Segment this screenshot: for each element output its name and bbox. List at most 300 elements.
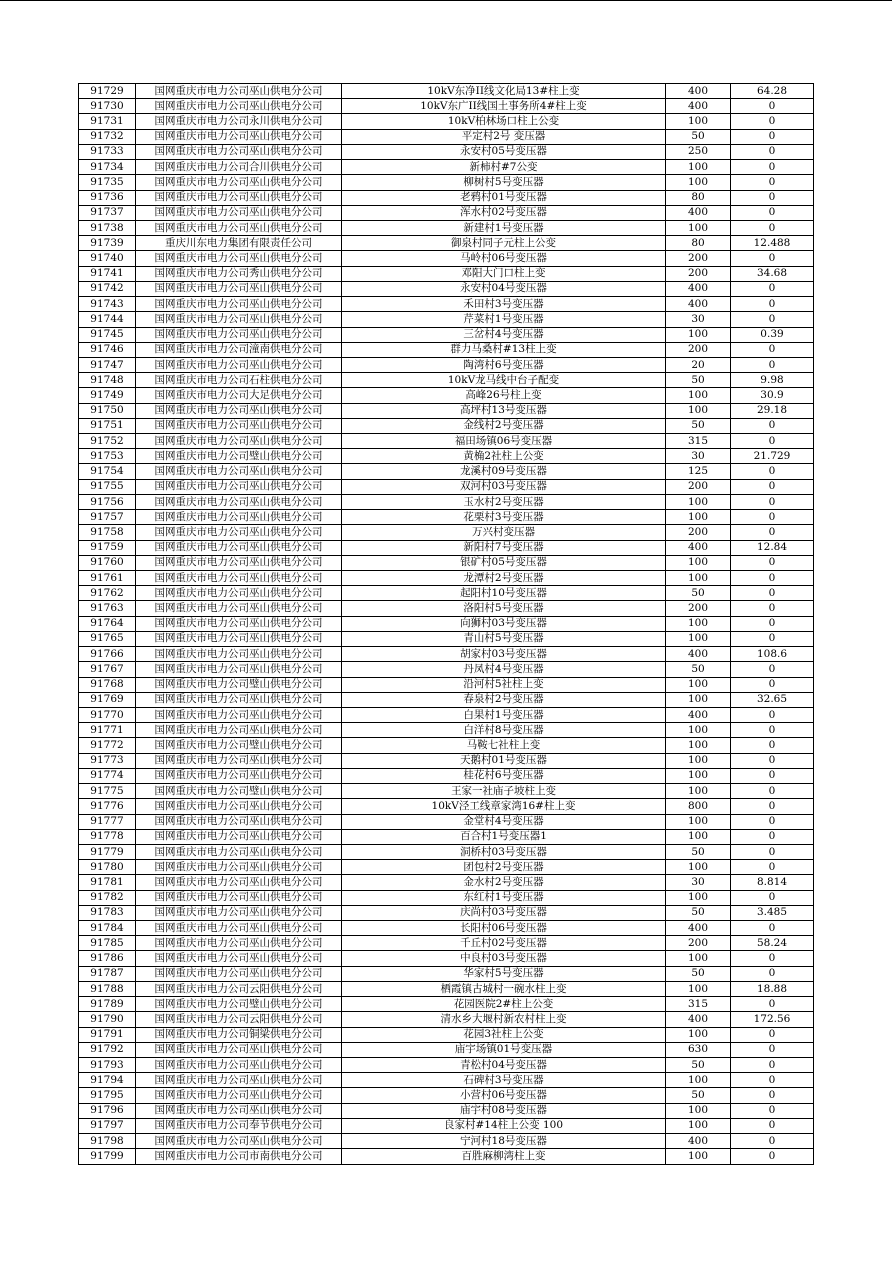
transformer-name-cell: 新柿村#7公变 — [342, 160, 666, 175]
row-id-cell: 91734 — [79, 160, 136, 175]
capacity-cell: 400 — [666, 921, 731, 936]
table-row — [79, 434, 814, 449]
transformer-name-cell: 玉水村2号变压器 — [342, 494, 666, 509]
capacity-cell: 100 — [666, 723, 731, 738]
value-cell: 0 — [731, 1103, 814, 1118]
table-row — [79, 860, 814, 875]
capacity-cell: 100 — [666, 692, 731, 707]
transformer-name-cell: 银矿村05号变压器 — [342, 555, 666, 570]
value-cell: 108.6 — [731, 647, 814, 662]
capacity-cell: 50 — [666, 129, 731, 144]
company-cell: 国网重庆市电力公司巫山供电分公司 — [136, 829, 342, 844]
capacity-cell: 100 — [666, 1149, 731, 1164]
row-id-cell: 91738 — [79, 220, 136, 235]
table-row — [79, 738, 814, 753]
transformer-name-cell: 10kV东净II线文化局13#柱上变 — [342, 84, 666, 99]
value-cell: 0.39 — [731, 327, 814, 342]
value-cell: 21.729 — [731, 449, 814, 464]
capacity-cell: 400 — [666, 281, 731, 296]
value-cell: 0 — [731, 921, 814, 936]
company-cell: 国网重庆市电力公司巫山供电分公司 — [136, 312, 342, 327]
table-row — [79, 631, 814, 646]
row-id-cell: 91787 — [79, 966, 136, 981]
capacity-cell: 100 — [666, 327, 731, 342]
capacity-cell: 100 — [666, 951, 731, 966]
table-row — [79, 1058, 814, 1073]
capacity-cell: 200 — [666, 601, 731, 616]
row-id-cell: 91754 — [79, 464, 136, 479]
transformer-name-cell: 群力马桑村#13柱上变 — [342, 342, 666, 357]
transformer-table — [78, 83, 814, 1165]
table-row — [79, 205, 814, 220]
transformer-name-cell: 马岭村06号变压器 — [342, 251, 666, 266]
company-cell: 国网重庆市电力公司巫山供电分公司 — [136, 616, 342, 631]
capacity-cell: 100 — [666, 160, 731, 175]
company-cell: 国网重庆市电力公司巫山供电分公司 — [136, 510, 342, 525]
capacity-cell: 100 — [666, 388, 731, 403]
row-id-cell: 91797 — [79, 1118, 136, 1133]
transformer-name-cell: 青山村5号变压器 — [342, 631, 666, 646]
row-id-cell: 91777 — [79, 814, 136, 829]
row-id-cell: 91749 — [79, 388, 136, 403]
transformer-name-cell: 清水乡大堰村新农村柱上变 — [342, 1012, 666, 1027]
row-id-cell: 91796 — [79, 1103, 136, 1118]
table-row — [79, 236, 814, 251]
company-cell: 国网重庆市电力公司巫山供电分公司 — [136, 418, 342, 433]
row-id-cell: 91772 — [79, 738, 136, 753]
company-cell: 国网重庆市电力公司巫山供电分公司 — [136, 175, 342, 190]
capacity-cell: 100 — [666, 890, 731, 905]
capacity-cell: 100 — [666, 784, 731, 799]
table-row — [79, 1149, 814, 1164]
value-cell: 0 — [731, 297, 814, 312]
row-id-cell: 91752 — [79, 434, 136, 449]
transformer-name-cell: 浑水村02号变压器 — [342, 205, 666, 220]
row-id-cell: 91751 — [79, 418, 136, 433]
transformer-name-cell: 黄桷2社柱上公变 — [342, 449, 666, 464]
table-row — [79, 1073, 814, 1088]
capacity-cell: 200 — [666, 251, 731, 266]
capacity-cell: 100 — [666, 1027, 731, 1042]
value-cell: 0 — [731, 1073, 814, 1088]
company-cell: 国网重庆市电力公司巫山供电分公司 — [136, 586, 342, 601]
table-row — [79, 997, 814, 1012]
row-id-cell: 91788 — [79, 981, 136, 996]
transformer-name-cell: 华家村5号变压器 — [342, 966, 666, 981]
capacity-cell: 50 — [666, 662, 731, 677]
value-cell: 0 — [731, 662, 814, 677]
capacity-cell: 630 — [666, 1042, 731, 1057]
company-cell: 国网重庆市电力公司秀山供电分公司 — [136, 266, 342, 281]
transformer-name-cell: 天鹅村01号变压器 — [342, 753, 666, 768]
company-cell: 国网重庆市电力公司巫山供电分公司 — [136, 99, 342, 114]
row-id-cell: 91774 — [79, 768, 136, 783]
table-row — [79, 844, 814, 859]
transformer-name-cell: 龙溪村09号变压器 — [342, 464, 666, 479]
row-id-cell: 91781 — [79, 875, 136, 890]
transformer-name-cell: 禾田村3号变压器 — [342, 297, 666, 312]
value-cell: 0 — [731, 677, 814, 692]
value-cell: 0 — [731, 1149, 814, 1164]
row-id-cell: 91799 — [79, 1149, 136, 1164]
table-row — [79, 220, 814, 235]
transformer-name-cell: 福田场镇06号变压器 — [342, 434, 666, 449]
row-id-cell: 91791 — [79, 1027, 136, 1042]
value-cell: 0 — [731, 205, 814, 220]
transformer-name-cell: 沿河村5社柱上变 — [342, 677, 666, 692]
capacity-cell: 200 — [666, 479, 731, 494]
company-cell: 国网重庆市电力公司巫山供电分公司 — [136, 494, 342, 509]
value-cell: 29.18 — [731, 403, 814, 418]
capacity-cell: 50 — [666, 373, 731, 388]
row-id-cell: 91776 — [79, 799, 136, 814]
capacity-cell: 100 — [666, 571, 731, 586]
transformer-name-cell: 青松村04号变压器 — [342, 1058, 666, 1073]
company-cell: 国网重庆市电力公司巫山供电分公司 — [136, 1042, 342, 1057]
capacity-cell: 200 — [666, 525, 731, 540]
transformer-name-cell: 百合村1号变压器1 — [342, 829, 666, 844]
value-cell: 8.814 — [731, 875, 814, 890]
table-row — [79, 403, 814, 418]
table-row — [79, 266, 814, 281]
value-cell: 0 — [731, 799, 814, 814]
company-cell: 国网重庆市电力公司巫山供电分公司 — [136, 403, 342, 418]
table-row — [79, 753, 814, 768]
capacity-cell: 315 — [666, 434, 731, 449]
company-cell: 国网重庆市电力公司巫山供电分公司 — [136, 966, 342, 981]
transformer-name-cell: 洞桥村03号变压器 — [342, 844, 666, 859]
capacity-cell: 50 — [666, 1058, 731, 1073]
capacity-cell: 100 — [666, 114, 731, 129]
capacity-cell: 100 — [666, 768, 731, 783]
table-row — [79, 190, 814, 205]
row-id-cell: 91793 — [79, 1058, 136, 1073]
table-row — [79, 494, 814, 509]
transformer-name-cell: 万兴村变压器 — [342, 525, 666, 540]
value-cell: 0 — [731, 1134, 814, 1149]
transformer-name-cell: 柳树村5号变压器 — [342, 175, 666, 190]
value-cell: 0 — [731, 464, 814, 479]
value-cell: 0 — [731, 784, 814, 799]
row-id-cell: 91750 — [79, 403, 136, 418]
capacity-cell: 100 — [666, 814, 731, 829]
row-id-cell: 91762 — [79, 586, 136, 601]
table-row — [79, 707, 814, 722]
value-cell: 3.485 — [731, 905, 814, 920]
table-row — [79, 799, 814, 814]
company-cell: 国网重庆市电力公司巫山供电分公司 — [136, 814, 342, 829]
table-row — [79, 281, 814, 296]
value-cell: 0 — [731, 997, 814, 1012]
table-row — [79, 251, 814, 266]
value-cell: 0 — [731, 951, 814, 966]
value-cell: 0 — [731, 723, 814, 738]
table-row — [79, 144, 814, 159]
table-row — [79, 981, 814, 996]
table-row — [79, 357, 814, 372]
transformer-name-cell: 百胜麻柳湾柱上变 — [342, 1149, 666, 1164]
table-row — [79, 175, 814, 190]
company-cell: 重庆川东电力集团有限责任公司 — [136, 236, 342, 251]
transformer-name-cell: 丹凤村4号变压器 — [342, 662, 666, 677]
row-id-cell: 91737 — [79, 205, 136, 220]
transformer-name-cell: 东红村1号变压器 — [342, 890, 666, 905]
table-body — [79, 84, 814, 1165]
value-cell: 0 — [731, 1027, 814, 1042]
capacity-cell: 50 — [666, 844, 731, 859]
table-row — [79, 312, 814, 327]
value-cell: 0 — [731, 586, 814, 601]
row-id-cell: 91790 — [79, 1012, 136, 1027]
capacity-cell: 400 — [666, 1012, 731, 1027]
table-row — [79, 84, 814, 99]
value-cell: 0 — [731, 768, 814, 783]
capacity-cell: 250 — [666, 144, 731, 159]
value-cell: 0 — [731, 160, 814, 175]
row-id-cell: 91736 — [79, 190, 136, 205]
row-id-cell: 91771 — [79, 723, 136, 738]
transformer-name-cell: 平定村2号 变压器 — [342, 129, 666, 144]
company-cell: 国网重庆市电力公司巫山供电分公司 — [136, 205, 342, 220]
company-cell: 国网重庆市电力公司巫山供电分公司 — [136, 357, 342, 372]
company-cell: 国网重庆市电力公司巫山供电分公司 — [136, 860, 342, 875]
row-id-cell: 91739 — [79, 236, 136, 251]
value-cell: 12.84 — [731, 540, 814, 555]
transformer-name-cell: 永安村04号变压器 — [342, 281, 666, 296]
transformer-name-cell: 芹菜村1号变压器 — [342, 312, 666, 327]
row-id-cell: 91759 — [79, 540, 136, 555]
table-row — [79, 464, 814, 479]
transformer-name-cell: 长阳村06号变压器 — [342, 921, 666, 936]
capacity-cell: 100 — [666, 981, 731, 996]
row-id-cell: 91775 — [79, 784, 136, 799]
table-row — [79, 1042, 814, 1057]
transformer-name-cell: 庆尚村03号变压器 — [342, 905, 666, 920]
company-cell: 国网重庆市电力公司巫山供电分公司 — [136, 1134, 342, 1149]
value-cell: 0 — [731, 616, 814, 631]
company-cell: 国网重庆市电力公司大足供电分公司 — [136, 388, 342, 403]
row-id-cell: 91763 — [79, 601, 136, 616]
transformer-name-cell: 金线村2号变压器 — [342, 418, 666, 433]
transformer-name-cell: 花园医院2#柱上公变 — [342, 997, 666, 1012]
row-id-cell: 91768 — [79, 677, 136, 692]
transformer-name-cell: 马鞍七社柱上变 — [342, 738, 666, 753]
transformer-name-cell: 金水村2号变压器 — [342, 875, 666, 890]
company-cell: 国网重庆市电力公司铜梁供电分公司 — [136, 1027, 342, 1042]
table-row — [79, 1118, 814, 1133]
value-cell: 0 — [731, 814, 814, 829]
value-cell: 0 — [731, 525, 814, 540]
transformer-name-cell: 春泉村2号变压器 — [342, 692, 666, 707]
company-cell: 国网重庆市电力公司巫山供电分公司 — [136, 875, 342, 890]
value-cell: 12.488 — [731, 236, 814, 251]
row-id-cell: 91740 — [79, 251, 136, 266]
value-cell: 0 — [731, 1118, 814, 1133]
value-cell: 0 — [731, 342, 814, 357]
capacity-cell: 100 — [666, 1073, 731, 1088]
value-cell: 9.98 — [731, 373, 814, 388]
capacity-cell: 100 — [666, 753, 731, 768]
company-cell: 国网重庆市电力公司巫山供电分公司 — [136, 479, 342, 494]
capacity-cell: 400 — [666, 99, 731, 114]
table-row — [79, 327, 814, 342]
company-cell: 国网重庆市电力公司巫山供电分公司 — [136, 1088, 342, 1103]
row-id-cell: 91748 — [79, 373, 136, 388]
capacity-cell: 125 — [666, 464, 731, 479]
company-cell: 国网重庆市电力公司巫山供电分公司 — [136, 327, 342, 342]
company-cell: 国网重庆市电力公司巫山供电分公司 — [136, 692, 342, 707]
transformer-name-cell: 向狮村03号变压器 — [342, 616, 666, 631]
value-cell: 0 — [731, 555, 814, 570]
company-cell: 国网重庆市电力公司璧山供电分公司 — [136, 677, 342, 692]
company-cell: 国网重庆市电力公司潼南供电分公司 — [136, 342, 342, 357]
company-cell: 国网重庆市电力公司璧山供电分公司 — [136, 784, 342, 799]
transformer-name-cell: 永安村05号变压器 — [342, 144, 666, 159]
value-cell: 0 — [731, 1042, 814, 1057]
row-id-cell: 91742 — [79, 281, 136, 296]
company-cell: 国网重庆市电力公司巫山供电分公司 — [136, 220, 342, 235]
value-cell: 0 — [731, 966, 814, 981]
value-cell: 0 — [731, 860, 814, 875]
value-cell: 32.65 — [731, 692, 814, 707]
row-id-cell: 91756 — [79, 494, 136, 509]
value-cell: 0 — [731, 220, 814, 235]
table-row — [79, 342, 814, 357]
capacity-cell: 50 — [666, 966, 731, 981]
value-cell: 30.9 — [731, 388, 814, 403]
company-cell: 国网重庆市电力公司巫山供电分公司 — [136, 631, 342, 646]
company-cell: 国网重庆市电力公司巫山供电分公司 — [136, 1073, 342, 1088]
table-row — [79, 479, 814, 494]
transformer-name-cell: 双河村03号变压器 — [342, 479, 666, 494]
table-row — [79, 875, 814, 890]
table-row — [79, 677, 814, 692]
company-cell: 国网重庆市电力公司巫山供电分公司 — [136, 571, 342, 586]
value-cell: 0 — [731, 844, 814, 859]
capacity-cell: 100 — [666, 616, 731, 631]
transformer-name-cell: 10kV龙马线中台子配变 — [342, 373, 666, 388]
transformer-name-cell: 10kV柏林场口柱上公变 — [342, 114, 666, 129]
table-row — [79, 890, 814, 905]
company-cell: 国网重庆市电力公司巫山供电分公司 — [136, 1103, 342, 1118]
row-id-cell: 91730 — [79, 99, 136, 114]
table-row — [79, 540, 814, 555]
capacity-cell: 200 — [666, 266, 731, 281]
company-cell: 国网重庆市电力公司巫山供电分公司 — [136, 129, 342, 144]
table-row — [79, 160, 814, 175]
value-cell: 0 — [731, 190, 814, 205]
capacity-cell: 800 — [666, 799, 731, 814]
table-row — [79, 571, 814, 586]
capacity-cell: 100 — [666, 677, 731, 692]
capacity-cell: 200 — [666, 342, 731, 357]
value-cell: 0 — [731, 1058, 814, 1073]
transformer-name-cell: 宁河村18号变压器 — [342, 1134, 666, 1149]
table-row — [79, 1134, 814, 1149]
row-id-cell: 91780 — [79, 860, 136, 875]
row-id-cell: 91747 — [79, 357, 136, 372]
table-row — [79, 616, 814, 631]
row-id-cell: 91795 — [79, 1088, 136, 1103]
company-cell: 国网重庆市电力公司巫山供电分公司 — [136, 84, 342, 99]
row-id-cell: 91760 — [79, 555, 136, 570]
transformer-name-cell: 10kV东广II线国土事务所4#柱上变 — [342, 99, 666, 114]
table-row — [79, 586, 814, 601]
row-id-cell: 91733 — [79, 144, 136, 159]
company-cell: 国网重庆市电力公司巫山供电分公司 — [136, 144, 342, 159]
transformer-name-cell: 龙潭村2号变压器 — [342, 571, 666, 586]
transformer-name-cell: 王家一社庙子坡柱上变 — [342, 784, 666, 799]
table-row — [79, 1027, 814, 1042]
row-id-cell: 91792 — [79, 1042, 136, 1057]
company-cell: 国网重庆市电力公司璧山供电分公司 — [136, 449, 342, 464]
capacity-cell: 400 — [666, 707, 731, 722]
row-id-cell: 91773 — [79, 753, 136, 768]
transformer-name-cell: 桂花村6号变压器 — [342, 768, 666, 783]
table-row — [79, 723, 814, 738]
table-row — [79, 297, 814, 312]
row-id-cell: 91753 — [79, 449, 136, 464]
table-row — [79, 418, 814, 433]
transformer-name-cell: 石碑村3号变压器 — [342, 1073, 666, 1088]
table-row — [79, 129, 814, 144]
company-cell: 国网重庆市电力公司市南供电分公司 — [136, 1149, 342, 1164]
company-cell: 国网重庆市电力公司巫山供电分公司 — [136, 936, 342, 951]
transformer-name-cell: 庙宇村08号变压器 — [342, 1103, 666, 1118]
value-cell: 0 — [731, 601, 814, 616]
value-cell: 0 — [731, 99, 814, 114]
capacity-cell: 100 — [666, 1118, 731, 1133]
transformer-name-cell: 中良村03号变压器 — [342, 951, 666, 966]
value-cell: 0 — [731, 434, 814, 449]
row-id-cell: 91789 — [79, 997, 136, 1012]
company-cell: 国网重庆市电力公司巫山供电分公司 — [136, 540, 342, 555]
company-cell: 国网重庆市电力公司巫山供电分公司 — [136, 464, 342, 479]
transformer-name-cell: 花栗村3号变压器 — [342, 510, 666, 525]
row-id-cell: 91770 — [79, 707, 136, 722]
company-cell: 国网重庆市电力公司石柱供电分公司 — [136, 373, 342, 388]
value-cell: 64.28 — [731, 84, 814, 99]
transformer-name-cell: 起阳村10号变压器 — [342, 586, 666, 601]
row-id-cell: 91764 — [79, 616, 136, 631]
capacity-cell: 100 — [666, 220, 731, 235]
transformer-name-cell: 新阳村7号变压器 — [342, 540, 666, 555]
transformer-name-cell: 陶湾村6号变压器 — [342, 357, 666, 372]
value-cell: 172.56 — [731, 1012, 814, 1027]
transformer-name-cell: 良家村#14柱上公变 100 — [342, 1118, 666, 1133]
table-row — [79, 692, 814, 707]
transformer-name-cell: 千丘村02号变压器 — [342, 936, 666, 951]
company-cell: 国网重庆市电力公司巫山供电分公司 — [136, 297, 342, 312]
table-row — [79, 905, 814, 920]
table-row — [79, 829, 814, 844]
table-row — [79, 647, 814, 662]
transformer-name-cell: 白果村1号变压器 — [342, 707, 666, 722]
transformer-name-cell: 团包村2号变压器 — [342, 860, 666, 875]
row-id-cell: 91735 — [79, 175, 136, 190]
company-cell: 国网重庆市电力公司巫山供电分公司 — [136, 662, 342, 677]
company-cell: 国网重庆市电力公司巫山供电分公司 — [136, 921, 342, 936]
value-cell: 0 — [731, 707, 814, 722]
value-cell: 0 — [731, 1088, 814, 1103]
page-top-rule — [0, 0, 892, 1]
table-row — [79, 966, 814, 981]
capacity-cell: 100 — [666, 403, 731, 418]
company-cell: 国网重庆市电力公司巫山供电分公司 — [136, 799, 342, 814]
capacity-cell: 100 — [666, 1103, 731, 1118]
row-id-cell: 91782 — [79, 890, 136, 905]
value-cell: 0 — [731, 631, 814, 646]
